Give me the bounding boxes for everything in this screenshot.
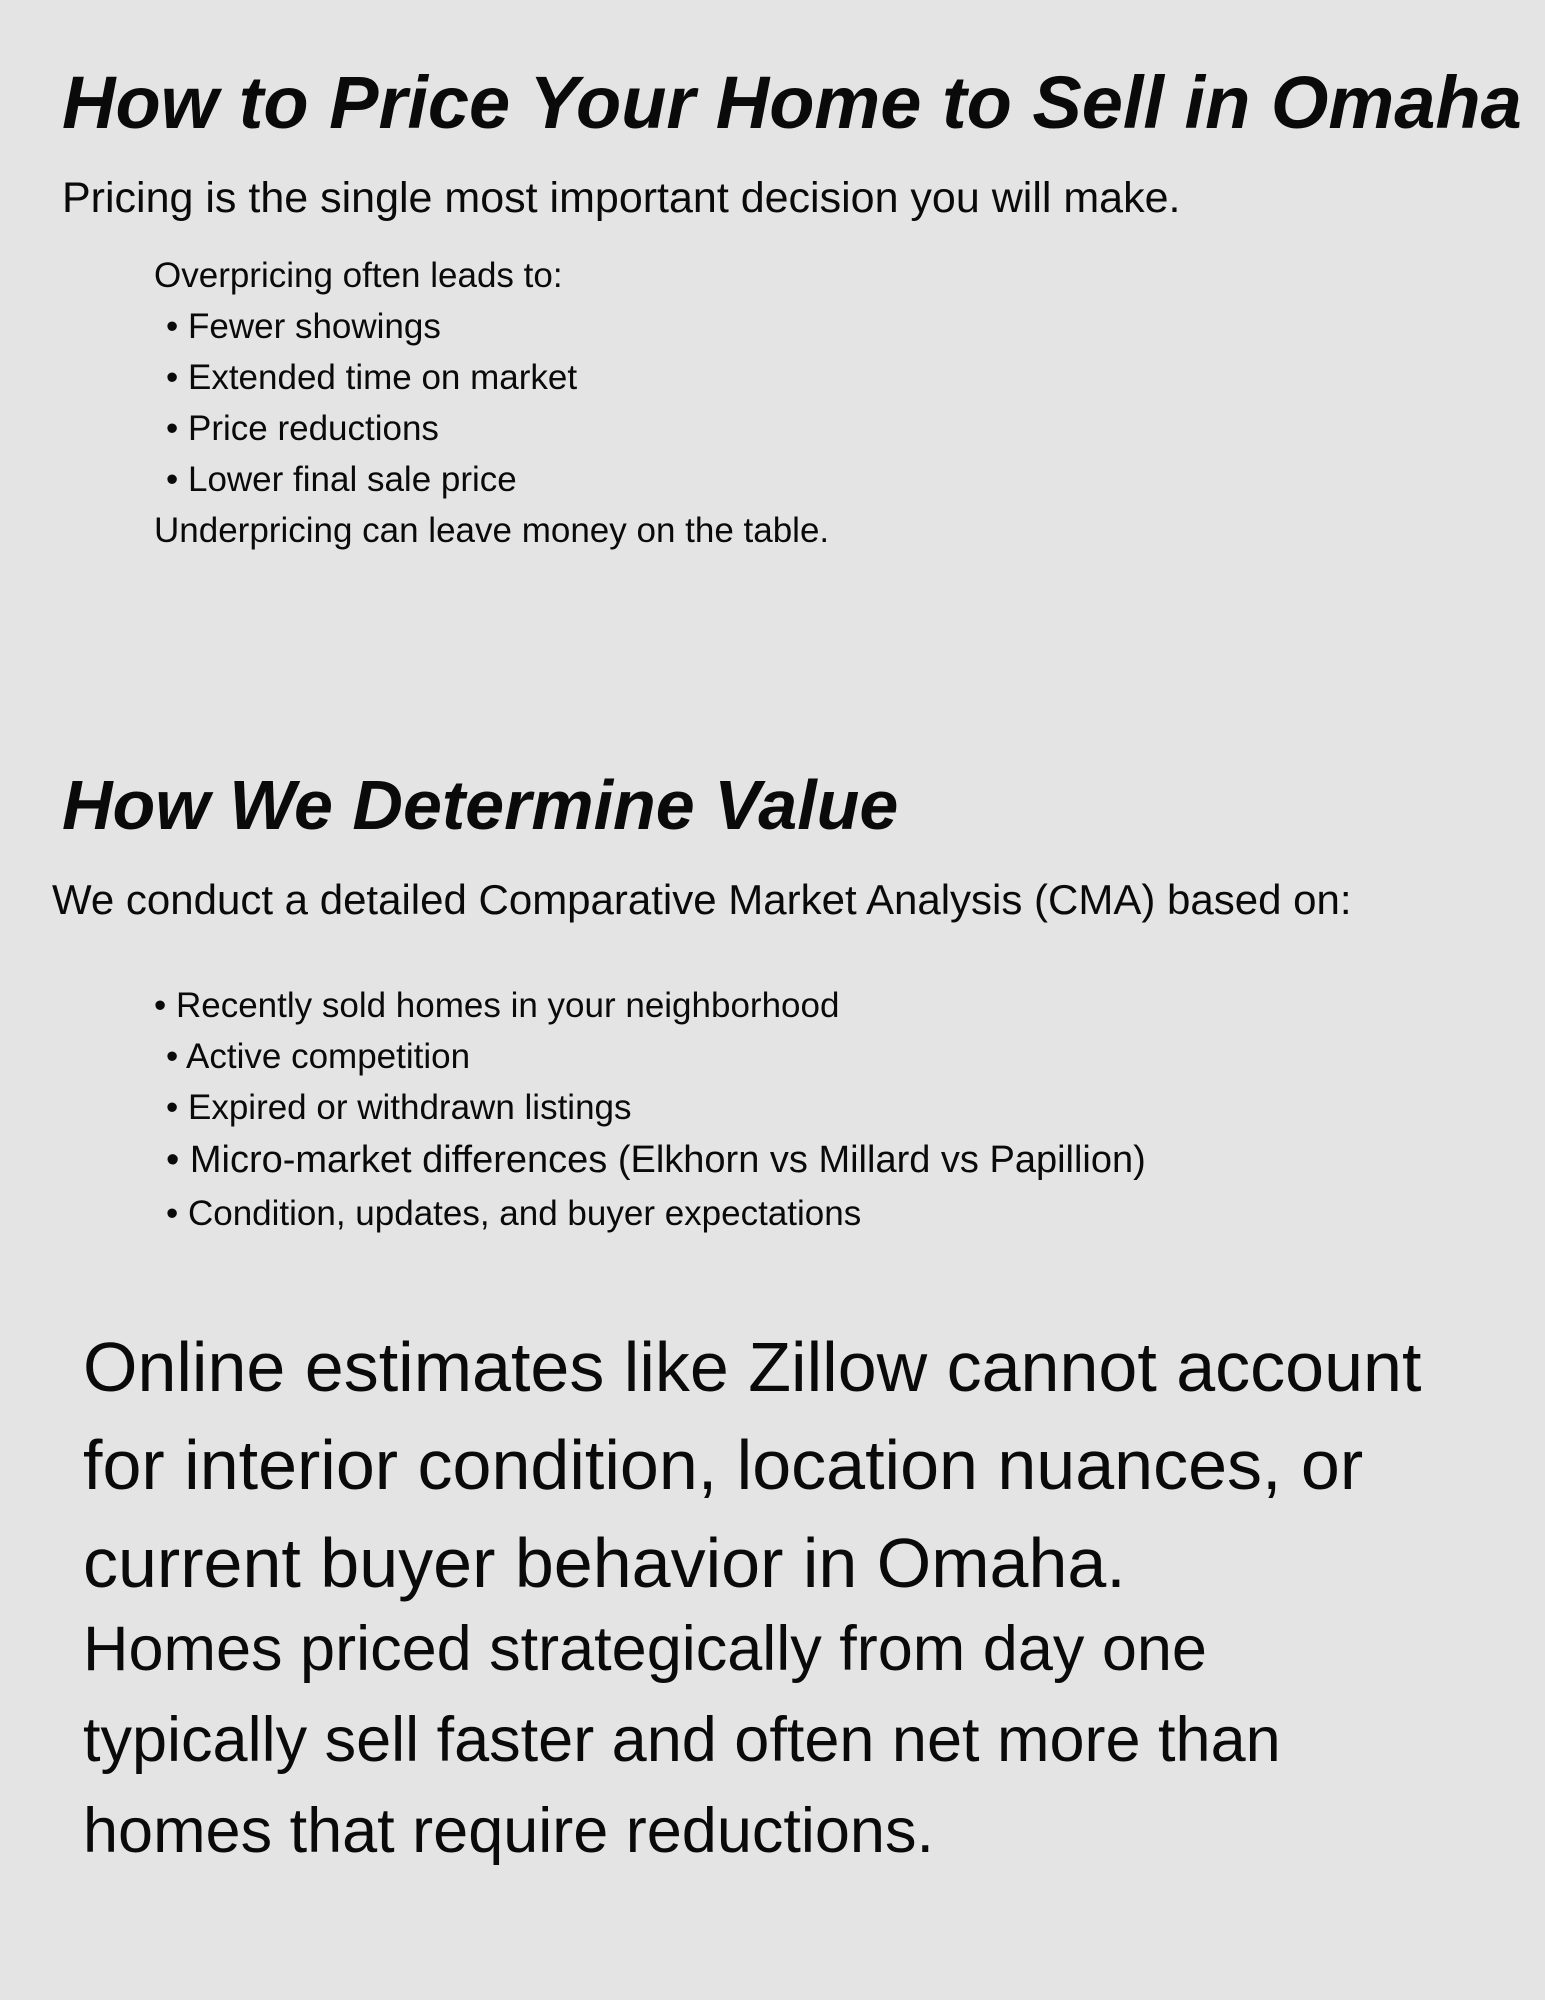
- overpricing-intro: Overpricing often leads to:: [154, 256, 563, 295]
- paragraph-line: current buyer behavior in Omaha.: [83, 1524, 1126, 1602]
- strategic-pricing-paragraph: [83, 1604, 1503, 1877]
- list-item: • Price reductions: [166, 409, 439, 448]
- cma-lead: We conduct a detailed Comparative Market Analysis (CMA) based on:: [52, 876, 1352, 923]
- paragraph-line: typically sell faster and often net more than: [83, 1705, 1281, 1775]
- list-item: • Extended time on market: [166, 358, 578, 397]
- list-item: • Active competition: [166, 1037, 471, 1076]
- list-item: • Expired or withdrawn listings: [166, 1088, 632, 1127]
- list-item: • Lower final sale price: [166, 460, 517, 499]
- cma-factors-list: [154, 980, 1146, 1239]
- paragraph-line: for interior condition, location nuances, or: [83, 1426, 1364, 1504]
- overpricing-block: [154, 250, 829, 556]
- list-item: • Micro-market differences (Elkhorn vs Millard vs Papillion): [166, 1139, 1146, 1181]
- list-item: • Fewer showings: [166, 307, 441, 346]
- online-estimates-paragraph: [83, 1318, 1503, 1612]
- page-title: How to Price Your Home to Sell in Omaha: [62, 61, 1522, 144]
- underpricing-note: Underpricing can leave money on the table.: [154, 511, 830, 550]
- pricing-lead: Pricing is the single most important decision you will make.: [62, 174, 1181, 222]
- list-item: • Recently sold homes in your neighborhood: [154, 986, 840, 1025]
- paragraph-line: Online estimates like Zillow cannot account: [83, 1328, 1422, 1406]
- paragraph-line: Homes priced strategically from day one: [83, 1614, 1207, 1684]
- list-item: • Condition, updates, and buyer expectations: [166, 1194, 862, 1233]
- section-title-value: How We Determine Value: [62, 766, 899, 844]
- paragraph-line: homes that require reductions.: [83, 1796, 934, 1866]
